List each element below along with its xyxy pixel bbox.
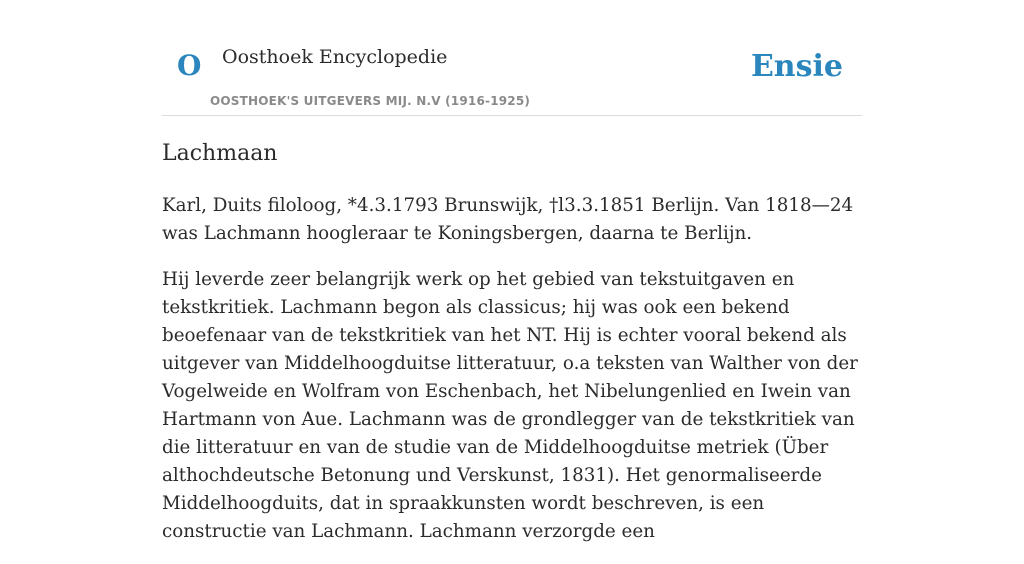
article-paragraph-2: Hij leverde zeer belangrijk werk op het gebied van tekstuitgaven en tekstkritiek. Lachmann begon als classicus; hij was ook een bekend beoefenaar van de tekstkritiek van het NT. Hij is echter vooral bekend als uitgever van Middelhoogduitse litteratuur, o.a teksten van Walther von der Vogelweide en Wolfram von Eschenbach, het Nibelungenlied en Iwein van Hartmann von Aue. Lachmann was de grondlegger van de tekstkritiek van die litteratuur en van de studie van de Middelhoogduitse metriek (Über althochdeutsche Betonung und Verskunst, 1831). Het genormaliseerde Middelhoogduits, dat in spraakkunsten wordt beschreven, is een constructie van Lachmann. Lachmann verzorgde een: [162, 269, 858, 542]
source-logo[interactable]: O: [177, 49, 202, 82]
ensie-brand-logo[interactable]: Ensie: [750, 49, 843, 84]
source-header: [162, 0, 862, 116]
article-paragraph-1: Karl, Duits filoloog, *4.3.1793 Brunswijk, †l3.3.1851 Berlijn. Van 1818—24 was Lachmann hoogleraar te Koningsbergen, daarna te Berlijn.: [162, 195, 854, 244]
source-subtitle: OOSTHOEK'S UITGEVERS MIJ. N.V (1916-1925): [210, 94, 531, 108]
page: [162, 0, 862, 542]
article-body: [162, 192, 862, 564]
article-title: Lachmaan: [162, 141, 278, 166]
source-title-link[interactable]: Oosthoek Encyclopedie: [222, 46, 448, 68]
